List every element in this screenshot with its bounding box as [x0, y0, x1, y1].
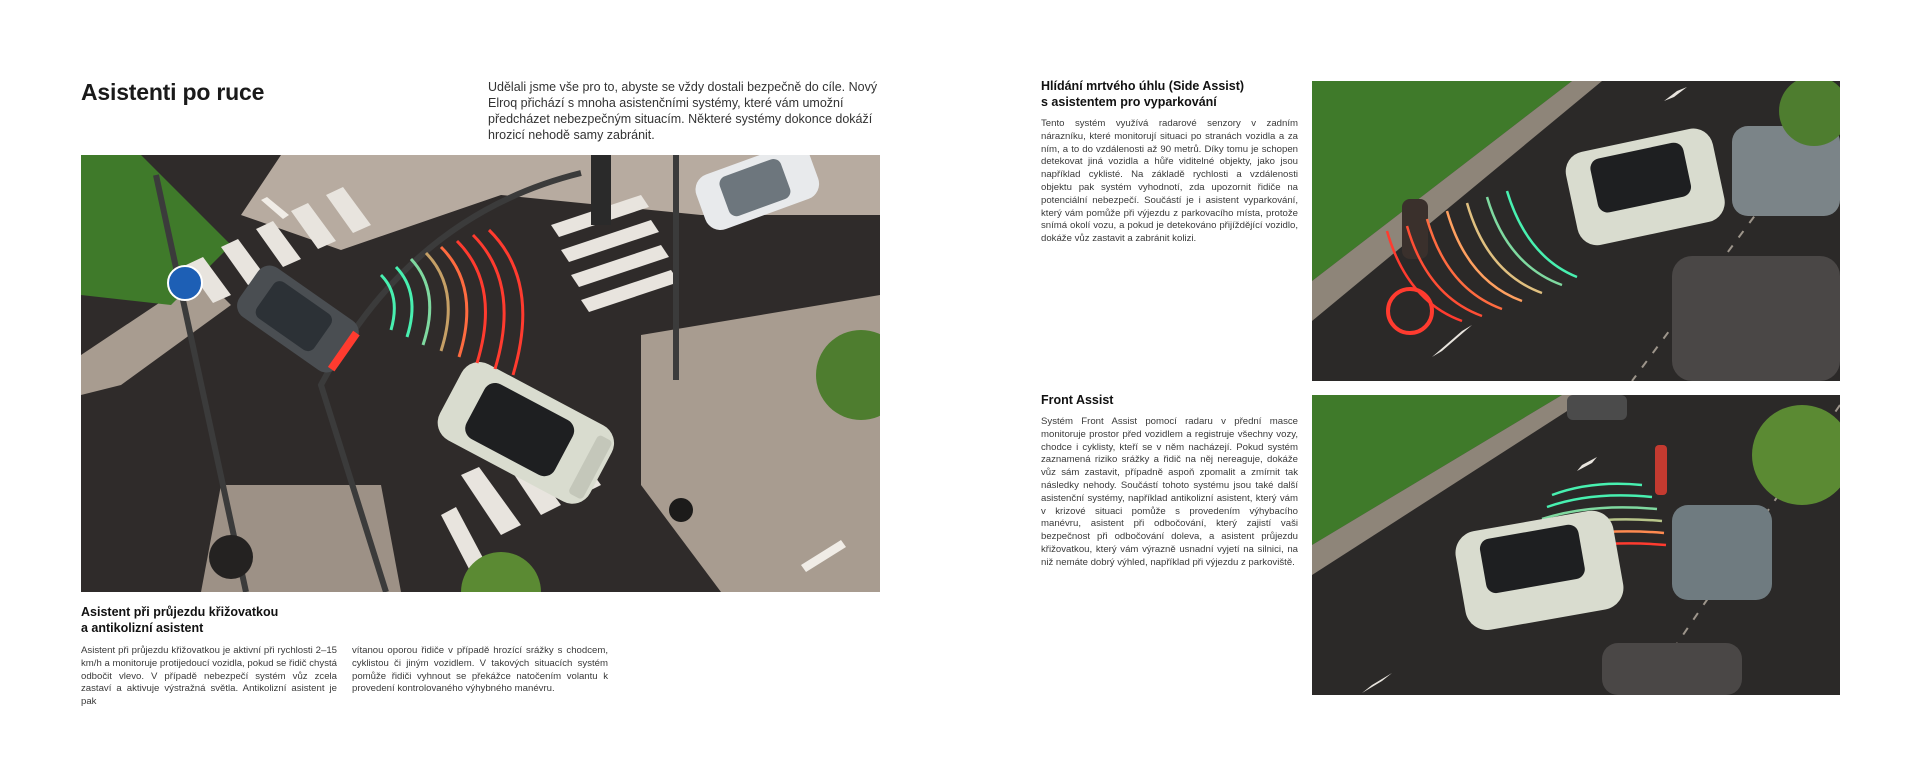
- page-title: Asistenti po ruce: [81, 79, 265, 105]
- intersection-text-col1: Asistent při průjezdu křižovatkou je aktivní při rychlosti 2–15 km/h a monitoruje protijedoucí vozidla, pokud se řidič chystá odbočit vlevo. V případě nebezpečí systém vůz zcela zastaví a aktivuje výstražná světla. Antikolizní asistent je pak: [81, 645, 337, 708]
- intersection-photo: [81, 155, 880, 592]
- intersection-text-col2: vítanou oporou řidiče v případě hrozící srážky s chodcem, cyklistou či jiným vozidlem. V takových situacích systém pomůže řidiči vyhnout se překážce natočením volantu k provedení kontrolovaného výhybného manévru.: [352, 645, 608, 695]
- front-assist-photo: [1312, 395, 1840, 695]
- side-assist-photo: [1312, 81, 1840, 381]
- front-assist-heading: Front Assist: [1041, 393, 1114, 407]
- side-assist-heading-line1: Hlídání mrtvého úhlu (Side Assist): [1041, 79, 1245, 93]
- side-assist-text: Tento systém využívá radarové senzory v zadním nárazníku, které monitorují situaci po stranách vozidla a za ním, a to do vzdálenosti až 90 metrů. Díky tomu je schopen detekovat jiná vozidla a hůře viditelné objekty, jako jsou například cyklisté. Na základě rychlosti a vzdálenosti objektu pak systém vyhodnotí, zda upozornit řidiče na potenciální nebezpečí. Součástí je i asistent vyparkování, který vám pomůže při výjezdu z parkovacího místa, protože snímá okolí vozu, a pokud je detekováno přijíždějící vozidlo, dokáže vůz zastavit a zabránit kolizi.: [1041, 118, 1298, 245]
- intersection-heading: [81, 605, 278, 636]
- intro-paragraph: Udělali jsme vše pro to, abyste se vždy dostali bezpečně do cíle. Nový Elroq přichází s mnoha asistenčními systémy, které vám umožní předcházet nebezpečným situacím. Některé systémy dokonce dokáží hrozicí nehodě samy zabránit.: [488, 80, 878, 142]
- intersection-heading-line1: Asistent při průjezdu křižovatkou: [81, 605, 279, 619]
- intersection-heading-line2: a antikolizní asistent: [81, 620, 204, 635]
- side-assist-heading: [1041, 79, 1244, 110]
- front-assist-text: Systém Front Assist pomocí radaru v přední masce monitoruje prostor před vozidlem a registruje všechny vozy, chodce i cyklisty, kteří se v něm nacházejí. Pokud systém zaznamená riziko srážky a řidič na něj nereaguje, dokáže vůz sám zastavit, případně aspoň zpomalit a zmírnit tak následky nehody. Součástí tohoto systému jsou také další asistenční systémy, například antikolizní asistent, který vám v krizové situaci pomůže s provedením výhybacího manévru, asistent při odbočování, který zajistí vaši bezpečnost při odbočování doleva, a asistent průjezdu křižovatkou, který vám výrazně usnadní vyjetí na silnici, na niž nemáte dobrý výhled, například při výjezdu z parkoviště.: [1041, 416, 1298, 568]
- side-assist-heading-line2: s asistentem pro vyparkování: [1041, 94, 1217, 109]
